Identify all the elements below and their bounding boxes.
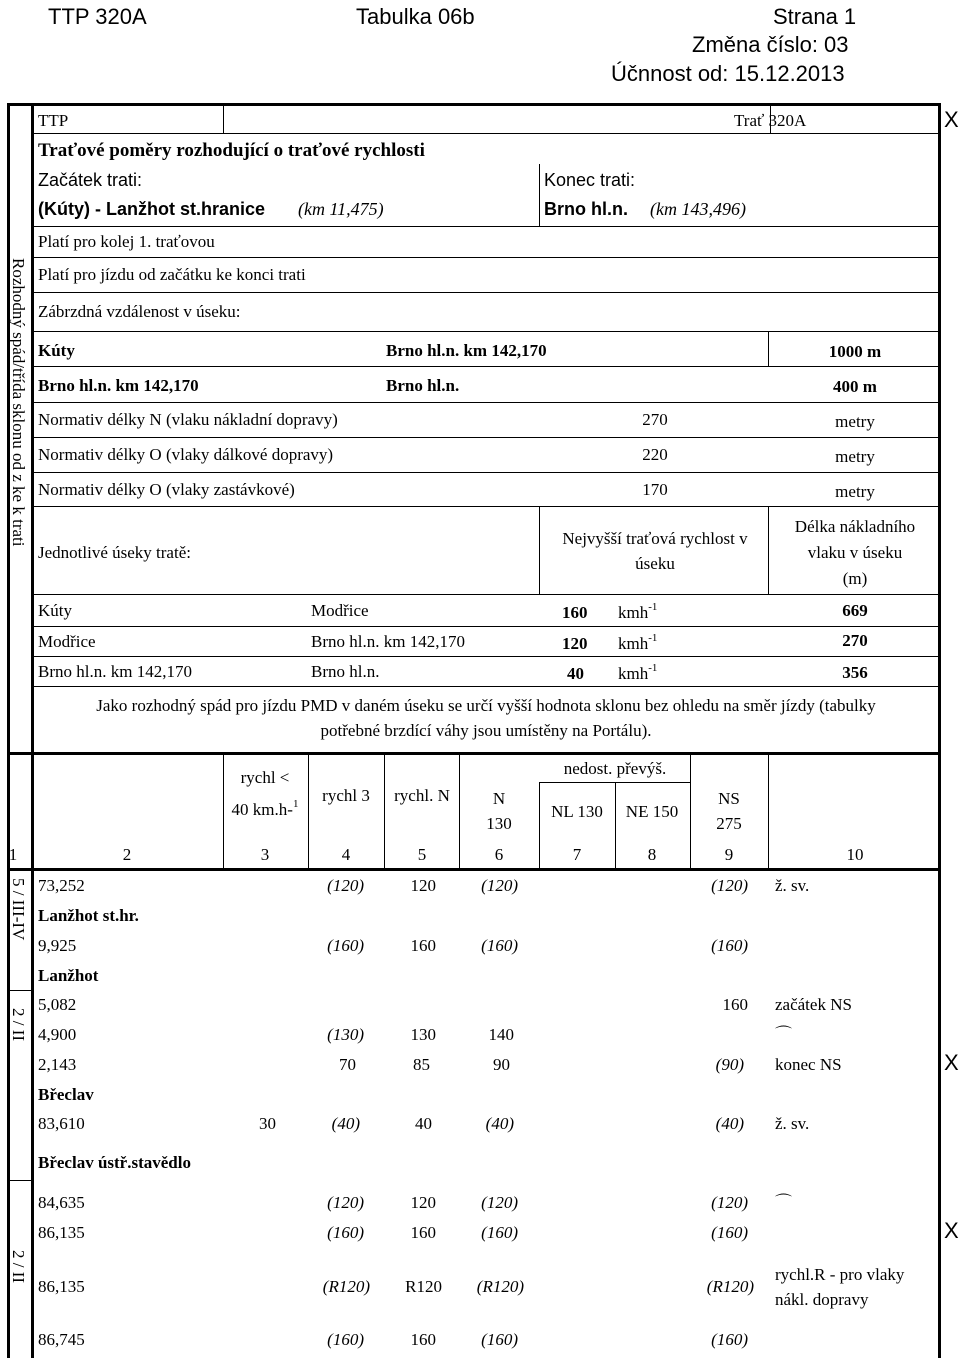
speed-col6: (160) — [481, 1223, 518, 1242]
section-to: Modřice — [311, 601, 369, 620]
row-line — [31, 594, 938, 595]
speed-col5: 160 — [410, 1223, 436, 1242]
note-text: potřebné brzdící váhy jsou umístěny na Portálu). — [320, 721, 652, 740]
norm-label: Normativ délky N (vlaku nákladní dopravy) — [38, 410, 338, 429]
speed-col4: (160) — [327, 1223, 364, 1242]
km-value: 86,745 — [38, 1330, 85, 1349]
speed-col4: (160) — [327, 936, 364, 955]
remark: konec NS — [775, 1055, 842, 1074]
cell-divider — [768, 506, 769, 594]
section-speed: 160 — [562, 603, 588, 622]
max-speed-header: úseku — [635, 554, 675, 573]
speed-col4: (40) — [331, 1114, 360, 1133]
km-value: 86,135 — [38, 1223, 85, 1242]
start-label: Začátek trati: — [38, 170, 143, 190]
col-number: 10 — [846, 845, 864, 864]
speed-col5: 160 — [410, 936, 436, 955]
section-speed-unit: kmh$^{-1}$ — [618, 601, 658, 622]
section-from: Kúty — [38, 601, 72, 620]
station-name: Břeclav ústř.stavědlo — [38, 1153, 191, 1172]
remark: začátek NS — [775, 995, 852, 1014]
km-value: 2,143 — [38, 1055, 77, 1074]
remark: ž. sv. — [775, 876, 810, 895]
col9-header: NS — [718, 789, 740, 808]
row-line — [31, 437, 938, 438]
km-value: 4,900 — [38, 1025, 77, 1044]
row-line — [31, 656, 938, 657]
start-km: (km 11,475) — [298, 199, 384, 219]
speed-col9: (160) — [711, 1223, 748, 1242]
end-km: (km 143,496) — [650, 199, 746, 219]
speed-col6: (120) — [481, 1193, 518, 1212]
change-mark: X — [944, 107, 959, 132]
remark: nákl. dopravy — [775, 1290, 869, 1309]
cell-divider — [539, 506, 540, 594]
section-speed-unit: kmh$^{-1}$ — [618, 632, 658, 653]
col-divider — [459, 752, 460, 868]
row-line — [31, 686, 938, 687]
norm-label: Normativ délky O (vlaky zastávkové) — [38, 480, 295, 499]
end-label: Konec trati: — [544, 170, 636, 190]
frame-right — [938, 103, 941, 1358]
curve-icon: ⌒ — [775, 1025, 792, 1044]
km-value: 73,252 — [38, 876, 85, 895]
station-name: Břeclav — [38, 1085, 94, 1104]
start-station: (Kúty) - Lanžhot st.hranice — [38, 199, 266, 219]
row-line — [31, 226, 938, 227]
ttp-label: TTP — [38, 111, 69, 130]
speed-col6: (160) — [481, 936, 518, 955]
side-label-gradient: 2 / II — [9, 1250, 28, 1284]
remark: ž. sv. — [775, 1114, 810, 1133]
page-number: Strana 1 — [773, 4, 857, 29]
train-length-header: (m) — [842, 569, 868, 588]
sections-label: Jednotlivé úseky tratě: — [38, 543, 191, 562]
col-number: 1 — [8, 845, 18, 864]
section-speed: 40 — [567, 664, 584, 683]
table-number: Tabulka 06b — [356, 4, 475, 29]
col7-header: NL 130 — [551, 802, 603, 821]
speed-col9: (120) — [711, 1193, 748, 1212]
norm-value: 270 — [642, 410, 668, 429]
norm-unit: metry — [835, 412, 875, 431]
side-label-main: Rozhodný spád/třída sklonu od z ke k trati — [9, 258, 28, 547]
station-name: Lanžhot — [38, 966, 99, 985]
speed-col9: (160) — [711, 1330, 748, 1349]
km-value: 84,635 — [38, 1193, 85, 1212]
max-speed-header: Nejvyšší traťová rychlost v — [562, 529, 748, 548]
row-line — [31, 292, 938, 293]
col5-header: rychl. N — [394, 786, 450, 805]
side-label-gradient: 5 / III-IV — [9, 878, 28, 941]
speed-col5: 160 — [410, 1330, 436, 1349]
col-number: 3 — [260, 845, 270, 864]
section-from: Modřice — [38, 632, 96, 651]
line-number: Trať 320A — [734, 111, 807, 130]
side-divider — [7, 990, 33, 991]
col-divider — [615, 782, 616, 868]
norm-value: 220 — [642, 445, 668, 464]
track-validity: Platí pro kolej 1. traťovou — [38, 232, 215, 251]
km-value: 5,082 — [38, 995, 77, 1014]
col-number: 7 — [572, 845, 582, 864]
speed-col3: 30 — [259, 1114, 276, 1133]
col-divider — [308, 752, 309, 868]
col-divider — [768, 752, 769, 868]
train-length-header: vlaku v úseku — [807, 543, 903, 562]
section-from: Brno hl.n. km 142,170 — [38, 662, 192, 681]
section-length: 270 — [842, 631, 868, 650]
speed-col5: R120 — [405, 1277, 442, 1296]
speed-col4: (120) — [327, 1193, 364, 1212]
col8-header: NE 150 — [625, 802, 679, 821]
norm-unit: metry — [835, 482, 875, 501]
speed-col4: (160) — [327, 1330, 364, 1349]
speed-col6: (120) — [481, 876, 518, 895]
start-end-divider — [539, 164, 540, 226]
col3-header: 40 km.h-$^1$ — [231, 798, 299, 819]
row-line — [31, 626, 938, 627]
insufficient-cant-header: nedost. převýš. — [563, 759, 667, 778]
braking-distance: 1000 m — [828, 342, 882, 361]
col-divider — [223, 752, 224, 868]
norm-unit: metry — [835, 447, 875, 466]
speed-col5: 40 — [415, 1114, 432, 1133]
change-mark: X — [944, 1218, 959, 1243]
braking-distance: 400 m — [833, 377, 877, 396]
row-line — [31, 257, 938, 258]
col-divider — [384, 752, 385, 868]
col-number: 5 — [417, 845, 427, 864]
speed-col9: (90) — [715, 1055, 744, 1074]
train-length-header: Délka nákladního — [794, 517, 916, 536]
speed-col4: 70 — [339, 1055, 356, 1074]
col6-header: N — [492, 789, 506, 808]
km-value: 86,135 — [38, 1277, 85, 1296]
braking-to: Brno hl.n. km 142,170 — [386, 341, 547, 360]
row-line — [31, 402, 938, 403]
change-mark: X — [944, 1050, 959, 1075]
speed-col6: 90 — [493, 1055, 510, 1074]
side-divider — [7, 1180, 33, 1181]
speed-col5: 130 — [410, 1025, 436, 1044]
braking-from: Kúty — [38, 341, 75, 360]
col-number: 2 — [122, 845, 132, 864]
row-line — [31, 331, 938, 332]
speed-col9: (120) — [711, 876, 748, 895]
speed-col9: (40) — [715, 1114, 744, 1133]
speed-col4: (R120) — [322, 1277, 370, 1296]
curve-icon: ⌒ — [775, 1193, 792, 1212]
col-number: 6 — [494, 845, 504, 864]
speed-col5: 120 — [410, 876, 436, 895]
row-line — [31, 506, 938, 507]
col-divider — [690, 752, 691, 868]
valid-from: Účnnost od: 15.12.2013 — [611, 61, 845, 86]
norm-value: 170 — [642, 480, 668, 499]
braking-from: Brno hl.n. km 142,170 — [38, 376, 199, 395]
side-label-gradient: 2 / II — [9, 1008, 28, 1042]
col3-header: rychl < — [240, 768, 290, 787]
col-divider — [539, 782, 540, 868]
speed-col4: (120) — [327, 876, 364, 895]
speed-col9: 160 — [722, 995, 748, 1014]
col6-header: 130 — [486, 814, 512, 833]
nedost-underline — [539, 782, 691, 783]
speed-col6: (R120) — [476, 1277, 524, 1296]
separator-main — [7, 752, 941, 755]
speed-col6: (160) — [481, 1330, 518, 1349]
speed-col6: 140 — [488, 1025, 514, 1044]
page-title: Traťové poměry rozhodující o traťové rychlosti — [38, 140, 425, 161]
note-text: Jako rozhodný spád pro jízdu PMD v daném úseku se určí vyšší hodnota sklonu bez ohledu na směr jízdy (tabulky — [96, 696, 876, 715]
col-number: 4 — [341, 845, 351, 864]
section-length: 356 — [842, 663, 868, 682]
ttp-cell-divider — [223, 103, 224, 133]
row-line — [31, 472, 938, 473]
section-to: Brno hl.n. km 142,170 — [311, 632, 465, 651]
col-number: 9 — [724, 845, 734, 864]
row-line — [31, 133, 938, 134]
end-station: Brno hl.n. — [544, 199, 628, 219]
cell-divider — [768, 331, 769, 366]
station-name: Lanžhot st.hr. — [38, 906, 139, 925]
doc-code: TTP 320A — [48, 4, 147, 29]
direction-validity: Platí pro jízdu od začátku ke konci trati — [38, 265, 306, 284]
km-value: 9,925 — [38, 936, 77, 955]
frame-top — [7, 103, 941, 106]
separator-colnums — [7, 868, 941, 871]
section-length: 669 — [842, 601, 868, 620]
braking-distance-label: Zábrzdná vzdálenost v úseku: — [38, 302, 241, 321]
section-speed-unit: kmh$^{-1}$ — [618, 662, 658, 683]
speed-col9: (160) — [711, 936, 748, 955]
change-number: Změna číslo: 03 — [692, 32, 849, 57]
speed-col5: 85 — [413, 1055, 430, 1074]
braking-to: Brno hl.n. — [386, 376, 460, 395]
speed-col5: 120 — [410, 1193, 436, 1212]
speed-col6: (40) — [485, 1114, 514, 1133]
col-number: 8 — [647, 845, 657, 864]
speed-col4: (130) — [327, 1025, 364, 1044]
remark: rychl.R - pro vlaky — [775, 1265, 905, 1284]
col9-header: 275 — [716, 814, 742, 833]
section-to: Brno hl.n. — [311, 662, 380, 681]
row-line — [31, 366, 938, 367]
col4-header: rychl 3 — [322, 786, 370, 805]
km-value: 83,610 — [38, 1114, 85, 1133]
speed-col9: (R120) — [706, 1277, 754, 1296]
section-speed: 120 — [562, 634, 588, 653]
norm-label: Normativ délky O (vlaky dálkové dopravy) — [38, 445, 334, 464]
